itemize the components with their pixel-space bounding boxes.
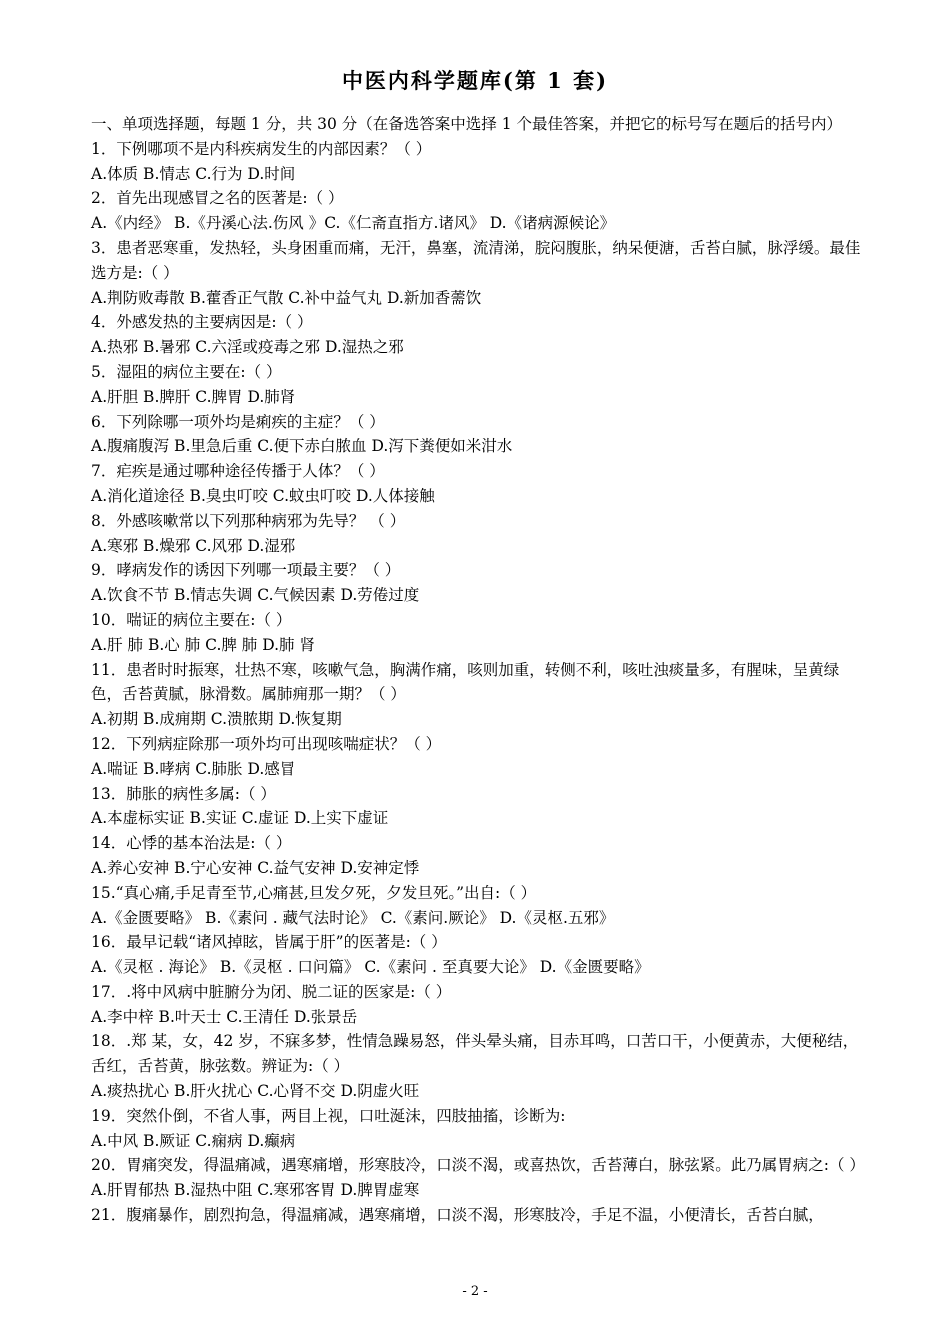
text-line: A.本虚标实证 B.实证 C.虚证 D.上实下虚证 <box>91 809 389 828</box>
text-line: 14．心悸的基本治法是:（ ） <box>91 834 292 853</box>
text-line: A.养心安神 B.宁心安神 C.益气安神 D.安神定悸 <box>91 858 420 877</box>
text-line: 8．外感咳嗽常以下列那种病邪为先导？ （ ） <box>91 511 406 530</box>
text-line: 20．胃痛突发，得温痛减，遇寒痛增，形寒肢冷，口淡不渴，或喜热饮，舌苔薄白，脉弦紧。此乃属胃病之:（ ） <box>91 1156 865 1175</box>
text-line: 9．哮病发作的诱因下列哪一项最主要？（ ） <box>91 561 401 580</box>
text-line: A.初期 B.成痈期 C.溃脓期 D.恢复期 <box>91 710 342 729</box>
text-line: A.中风 B.厥证 C.痫病 D.癫病 <box>91 1131 296 1150</box>
question-list <box>91 112 865 1228</box>
text-line: 11．患者时时振寒，壮热不寒，咳嗽气急，胸满作痛，咳则加重，转侧不利，咳吐浊痰量多，有腥味，呈黄绿色，舌苔黄腻，脉滑数。属肺痈那一期？（ ） <box>91 660 840 704</box>
text-line: A.《内经》 B.《丹溪心法.伤风 》C.《仁斋直指方.诸风》 D.《诸病源候论》 <box>91 214 616 233</box>
text-line: 13．肺胀的病性多属:（ ） <box>91 784 276 803</box>
text-line: A.热邪 B.暑邪 C.六淫或疫毒之邪 D.湿热之邪 <box>91 338 404 357</box>
text-line: A.荆防败毒散 B.藿香正气散 C.补中益气丸 D.新加香薷饮 <box>91 288 482 307</box>
text-line: 1．下例哪项不是内科疾病发生的内部因素？（ ） <box>91 139 432 158</box>
text-line: 15.“真心痛,手足青至节,心痛甚,旦发夕死，夕发旦死。”出自:（ ） <box>91 883 537 902</box>
text-line: 21．腹痛暴作，剧烈拘急，得温痛减，遇寒痛增，口淡不渴，形寒肢冷，手足不温，小便清长，舌苔白腻， <box>91 1206 824 1225</box>
text-line: A.李中梓 B.叶天士 C.王清任 D.张景岳 <box>91 1007 358 1026</box>
text-line: 16．最早记载“诸风掉眩，皆属于肝”的医著是:（ ） <box>91 933 447 952</box>
page-number: - 2 - <box>462 1284 488 1299</box>
text-line: 4．外感发热的主要病因是:（ ） <box>91 313 313 332</box>
text-line: A.《金匮要略》 B.《素问 . 藏气法时论》 C.《素问.厥论》 D.《灵枢.五邪》 <box>91 908 615 927</box>
text-line: A.肝胃郁热 B.湿热中阻 C.寒邪客胃 D.脾胃虚寒 <box>91 1181 420 1200</box>
text-line: A.《灵枢 . 海论》 B.《灵枢 . 口问篇》 C.《素问 . 至真要大论》 D.《金匮要略》 <box>91 958 650 977</box>
text-line: A.寒邪 B.燥邪 C.风邪 D.湿邪 <box>91 536 296 555</box>
text-line: 18．.郑 某，女，42 岁，不寐多梦，性情急躁易怒，伴头晕头痛，目赤耳鸣，口苦口干，小便黄赤，大便秘结，舌红，舌苔黄，脉弦数。辨证为:（ ） <box>91 1032 859 1076</box>
text-line: A.体质 B.情志 C.行为 D.时间 <box>91 164 296 183</box>
text-line: A.肝 肺 B.心 肺 C.脾 肺 D.肺 肾 <box>91 635 315 654</box>
document-title: 中医内科学题库(第 1 套) <box>341 68 609 93</box>
text-line: A.痰热扰心 B.肝火扰心 C.心肾不交 D.阴虚火旺 <box>91 1082 420 1101</box>
text-line: 6．下列除哪一项外均是痢疾的主症？（ ） <box>91 412 385 431</box>
text-line: 17．.将中风病中脏腑分为闭、脱二证的医家是:（ ） <box>91 982 452 1001</box>
text-line: A.腹痛腹泻 B.里急后重 C.便下赤白脓血 D.泻下粪便如米泔水 <box>91 437 513 456</box>
text-line: A.肝胆 B.脾肝 C.脾胃 D.肺肾 <box>91 387 296 406</box>
text-line: 19．突然仆倒，不省人事，两目上视，口吐涎沫，四肢抽搐，诊断为: <box>91 1106 566 1125</box>
text-line: 12．下列病症除那一项外均可出现咳喘症状？（ ） <box>91 734 442 753</box>
text-line: 10．喘证的病位主要在:（ ） <box>91 610 292 629</box>
text-line: 3．患者恶寒重，发热轻，头身困重而痛，无汗，鼻塞，流清涕，脘闷腹胀，纳呆便溏，舌苔白腻，脉浮缓。最佳选方是:（ ） <box>91 238 861 282</box>
text-line: 5．湿阻的病位主要在:（ ） <box>91 362 282 381</box>
text-line: A.消化道途径 B.臭虫叮咬 C.蚊虫叮咬 D.人体接触 <box>91 486 435 505</box>
text-line: 一、单项选择题，每题 1 分，共 30 分（在备选答案中选择 1 个最佳答案，并把它的标号写在题后的括号内） <box>91 115 843 133</box>
text-line: A.饮食不节 B.情志失调 C.气候因素 D.劳倦过度 <box>91 586 420 605</box>
text-line: 2．首先出现感冒之名的医著是:（ ） <box>91 189 344 208</box>
text-line: A.喘证 B.哮病 C.肺胀 D.感冒 <box>91 759 296 778</box>
text-line: 7．疟疾是通过哪种途径传播于人体？（ ） <box>91 462 385 481</box>
